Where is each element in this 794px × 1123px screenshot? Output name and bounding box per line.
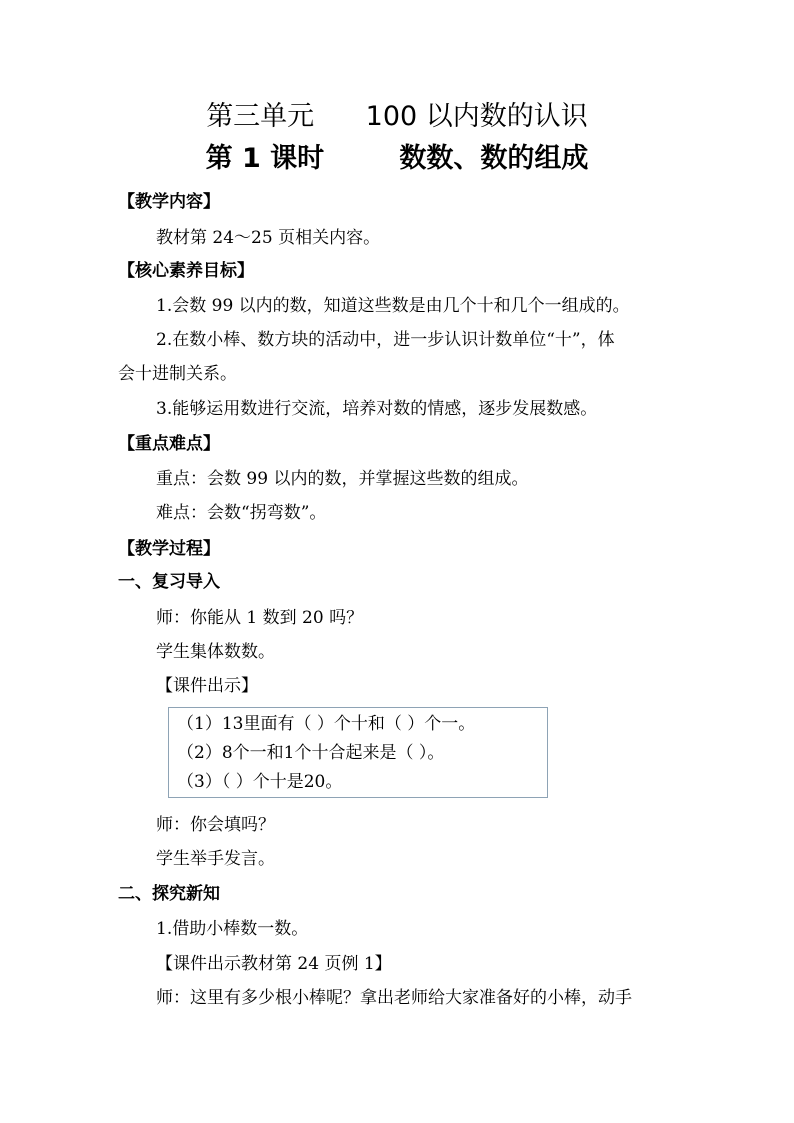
core-goals-item-3: 3.能够运用数进行交流，培养对数的情感，逐步发展数感。 [156,399,598,419]
courseware-label: 【课件出示】 [156,676,258,696]
difficult-point-text: 难点：会数“拐弯数”。 [156,503,327,523]
part-two-heading: 二、探究新知 [118,884,220,904]
key-point-text: 重点：会数 99 以内的数，并掌握这些数的组成。 [156,469,529,489]
core-goals-item-1: 1.会数 99 以内的数，知道这些数是由几个十和几个一组成的。 [156,296,630,316]
teacher-question-1: 师：你能从 1 数到 20 吗？ [156,608,364,628]
unit-title: 第三单元 100 以内数的认识 [206,101,588,132]
core-goals-item-2-line-2: 会十进制关系。 [118,364,237,384]
courseware-line-1: （1）13里面有（ ）个十和（ ）个一。 [177,714,476,734]
teaching-content-text: 教材第 24～25 页相关内容。 [156,228,381,248]
student-activity-1: 学生集体数数。 [156,642,275,662]
courseware-line-2: （2）8个一和1个十合起来是（ ）。 [177,743,445,763]
teacher-question-2: 师：你会填吗？ [156,815,275,835]
student-activity-2: 学生举手发言。 [156,849,275,869]
teaching-content-heading: 【教学内容】 [118,192,220,212]
core-goals-item-2-line-1: 2.在数小棒、数方块的活动中，进一步认识计数单位“十”，体 [156,330,615,350]
core-goals-heading: 【核心素养目标】 [118,261,254,281]
lesson-title: 第 1 课时 数数、数的组成 [205,143,589,174]
key-points-heading: 【重点难点】 [118,434,220,454]
courseware-label-2: 【课件出示教材第 24 页例 1】 [156,954,392,974]
courseware-line-3: （3）（ ）个十是20。 [177,772,343,792]
teaching-process-heading: 【教学过程】 [118,539,220,559]
part-one-heading: 一、复习导入 [118,572,220,592]
courseware-box [168,707,548,798]
teacher-question-3: 师：这里有多少根小棒呢？拿出老师给大家准备好的小棒，动手 [156,988,632,1008]
activity-step-1: 1.借助小棒数一数。 [156,919,309,939]
